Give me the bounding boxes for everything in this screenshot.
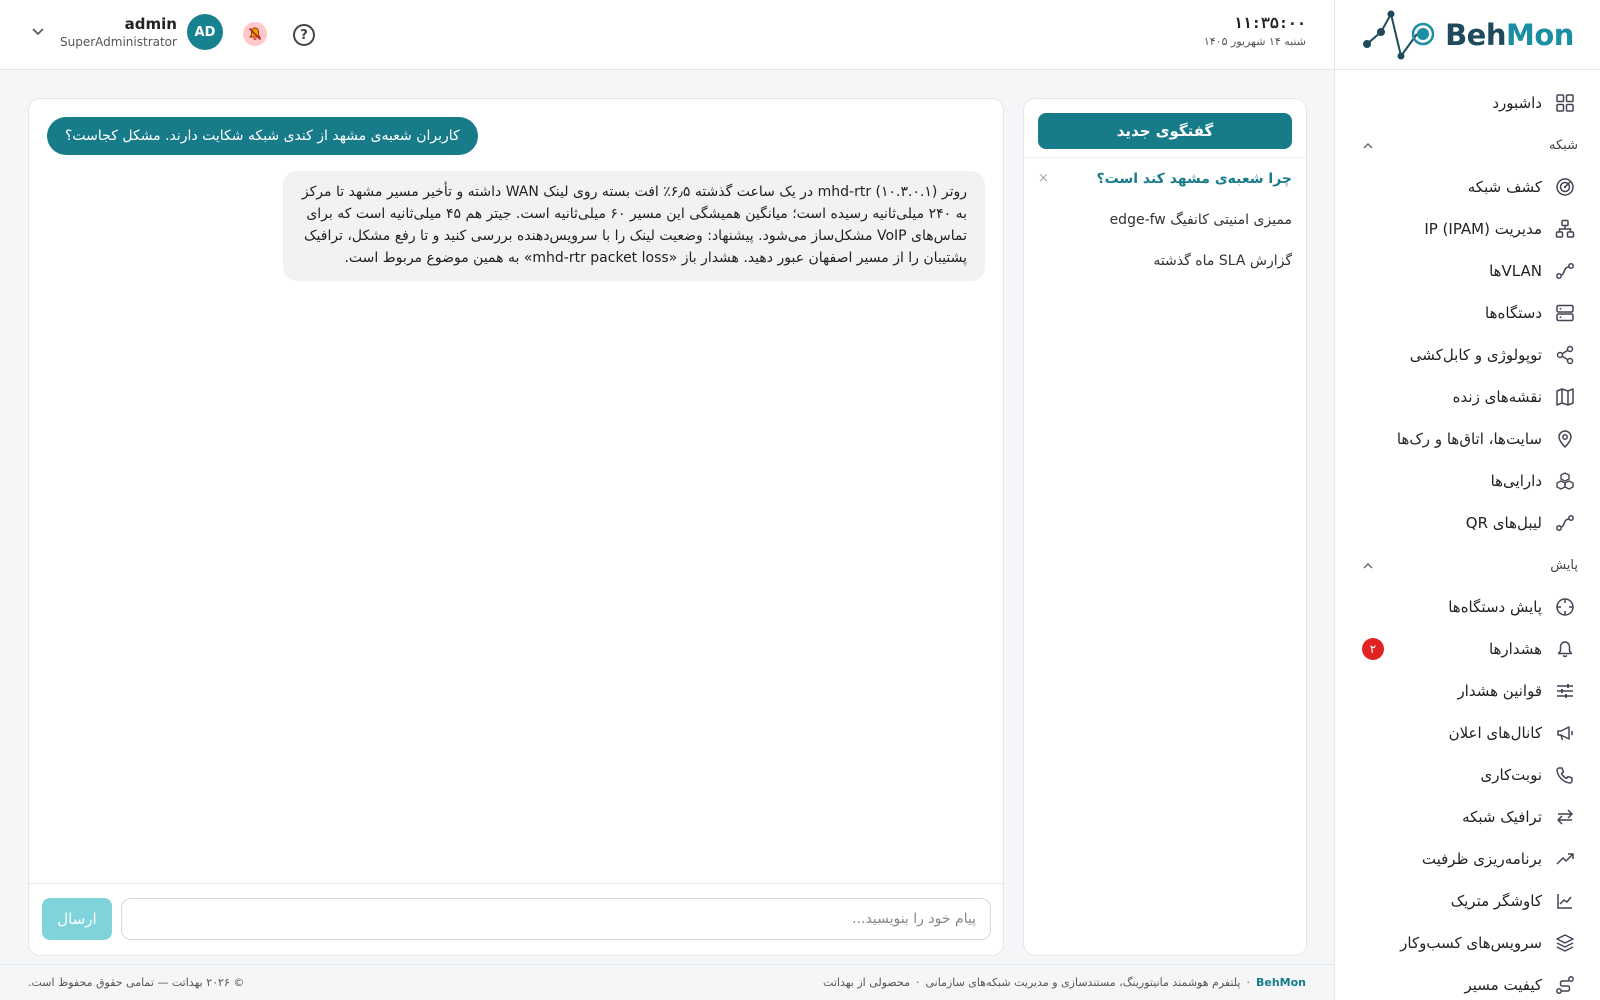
sidebar-item-label: هشدارها	[1488, 640, 1542, 658]
footer	[0, 964, 1334, 1000]
footer-tagline: پلتفرم هوشمند مانیتورینگ، مستندسازی و مدیریت شبکه‌های سازمانی	[925, 976, 1241, 989]
close-icon[interactable]: ×	[1038, 171, 1049, 186]
current-date: شنبه ۱۴ شهریور ۱۴۰۵	[1203, 35, 1306, 48]
assistant-message-bubble: روتر mhd-rtr (۱۰.۳.۰.۱) در یک ساعت گذشته ۶٫۵٪ افت بسته روی لینک WAN داشته و تأخیر مسیر مشهد تا مرکز به ۲۴۰ میلی‌ثانیه رسیده است؛ میانگین همیشگی این مسیر ۶۰ میلی‌ثانیه است. جیتر هم ۴۵ میلی‌ثانیه است که برای تماس‌های VoIP مشکل‌ساز می‌شود. پیشنهاد: وضعیت لینک را با سرویس‌دهنده بررسی کنید و تا رفع مشکل، ترافیک پشتیبان را از مسیر اصفهان عبور دهید. هشدار باز «mhd-rtr packet loss» به همین موضوع مربوط است.	[283, 171, 985, 281]
sidebar-item-topology[interactable]	[1335, 334, 1600, 376]
location-pin-icon	[1554, 428, 1576, 450]
sidebar-item-label: دارایی‌ها	[1490, 472, 1542, 490]
sidebar	[1334, 0, 1600, 1000]
sidebar-item-vlans[interactable]	[1335, 250, 1600, 292]
user-menu[interactable]	[32, 14, 223, 50]
logo-text	[1445, 18, 1574, 52]
logo-text-mon: Mon	[1506, 17, 1574, 52]
conversation-list-panel	[1023, 98, 1307, 956]
clock	[1204, 14, 1306, 48]
footer-brand[interactable]: BehMon	[1255, 976, 1306, 989]
megaphone-icon	[1554, 722, 1576, 744]
sidebar-item-sites[interactable]	[1335, 418, 1600, 460]
ipam-icon	[1554, 218, 1576, 240]
sidebar-item-alert-rules[interactable]	[1335, 670, 1600, 712]
conversation-list	[1024, 157, 1306, 281]
chevron-up-icon[interactable]	[1363, 139, 1373, 152]
vlan-icon	[1554, 260, 1576, 282]
footer-copyright: © ۲۰۲۶ بهداتت — تمامی حقوق محفوظ است.	[28, 976, 245, 989]
sidebar-section-network[interactable]	[1335, 124, 1600, 166]
message-input[interactable]	[121, 898, 991, 940]
sidebar-item-network-traffic[interactable]	[1335, 796, 1600, 838]
sidebar-item-label: پایش دستگاه‌ها	[1448, 598, 1542, 616]
sidebar-item-label: کانال‌های اعلان	[1448, 724, 1542, 742]
radar-icon	[1554, 176, 1576, 198]
sidebar-item-devices[interactable]	[1335, 292, 1600, 334]
conversation-title: گزارش SLA ماه گذشته	[1153, 252, 1292, 269]
sidebar-item-label: دستگاه‌ها	[1485, 304, 1542, 322]
sidebar-item-notification-channels[interactable]	[1335, 712, 1600, 754]
current-time: ۱۱:۳۵:۰۰	[1233, 14, 1306, 32]
notifications-muted-icon[interactable]	[243, 22, 267, 46]
sidebar-item-device-monitoring[interactable]	[1335, 586, 1600, 628]
message-composer	[29, 883, 1003, 955]
sidebar-item-capacity-planning[interactable]	[1335, 838, 1600, 880]
sidebar-item-on-call[interactable]	[1335, 754, 1600, 796]
sidebar-item-label: لیبل‌های QR	[1465, 514, 1542, 532]
sidebar-item-ipam[interactable]	[1335, 208, 1600, 250]
footer-separator: ·	[915, 976, 920, 989]
conversation-title: چرا شعبه‌ی مشهد کند است؟	[1096, 170, 1292, 187]
sidebar-item-label: کیفیت مسیر	[1464, 976, 1542, 994]
send-button[interactable]: ارسال	[42, 898, 112, 940]
section-title: پایش	[1550, 557, 1578, 573]
sidebar-item-alerts[interactable]	[1335, 628, 1600, 670]
grid-icon	[1554, 92, 1576, 114]
avatar[interactable]: AD	[187, 14, 223, 50]
logo-mark-icon	[1361, 10, 1437, 60]
arrows-swap-icon	[1554, 806, 1576, 828]
chat-panel	[28, 98, 1004, 956]
logo-text-beh: Beh	[1445, 17, 1506, 52]
user-message-bubble: کاربران شعبه‌ی مشهد از کندی شبکه شکایت دارند. مشکل کجاست؟	[47, 117, 478, 155]
map-icon	[1554, 386, 1576, 408]
sidebar-item-label: VLANها	[1489, 262, 1542, 280]
chevron-up-icon[interactable]	[1363, 559, 1373, 572]
sidebar-item-label: سرویس‌های کسب‌وکار	[1400, 934, 1542, 952]
sidebar-nav	[1335, 70, 1600, 1000]
sidebar-item-live-maps[interactable]	[1335, 376, 1600, 418]
user-name: admin	[124, 15, 177, 33]
chevron-down-icon[interactable]	[32, 25, 50, 39]
user-role: SuperAdministrator	[60, 35, 177, 49]
bell-icon	[1554, 638, 1576, 660]
user-info	[60, 15, 177, 49]
layers-icon	[1554, 932, 1576, 954]
sliders-icon	[1554, 680, 1576, 702]
sidebar-item-label: برنامه‌ریزی ظرفیت	[1421, 850, 1542, 868]
sidebar-section-monitoring[interactable]	[1335, 544, 1600, 586]
sidebar-item-discovery[interactable]	[1335, 166, 1600, 208]
top-bar	[0, 0, 1334, 70]
new-conversation-button[interactable]: گفتگوی جدید	[1038, 113, 1292, 149]
chart-line-icon	[1554, 890, 1576, 912]
sidebar-item-label: نقشه‌های زنده	[1452, 388, 1542, 406]
conversation-item[interactable]	[1038, 158, 1292, 199]
help-icon[interactable]: ?	[293, 24, 315, 46]
sidebar-item-label: ترافیک شبکه	[1462, 808, 1542, 826]
conversation-item[interactable]	[1038, 240, 1292, 281]
sidebar-item-dashboard[interactable]	[1335, 82, 1600, 124]
conversation-item[interactable]	[1038, 199, 1292, 240]
section-title: شبکه	[1549, 137, 1578, 153]
sidebar-item-label: مدیریت IP (IPAM)	[1424, 220, 1542, 238]
sidebar-item-qr-labels[interactable]	[1335, 502, 1600, 544]
server-icon	[1554, 302, 1576, 324]
sidebar-item-label: داشبورد	[1492, 94, 1542, 112]
sidebar-item-label: سایت‌ها، اتاق‌ها و رک‌ها	[1396, 430, 1542, 448]
qr-label-icon	[1554, 512, 1576, 534]
monitor-icon	[1554, 596, 1576, 618]
conversation-title: ممیزی امنیتی کانفیگ edge-fw	[1109, 211, 1292, 228]
sidebar-item-label: کاوشگر متریک	[1450, 892, 1542, 910]
sidebar-item-path-quality[interactable]	[1335, 964, 1600, 1000]
sidebar-item-label: قوانین هشدار	[1457, 682, 1542, 700]
sidebar-item-label: کشف شبکه	[1467, 178, 1542, 196]
route-icon	[1554, 974, 1576, 996]
sidebar-item-metric-explorer[interactable]	[1335, 880, 1600, 922]
alerts-count-badge: ۲	[1362, 638, 1384, 660]
trend-icon	[1554, 848, 1576, 870]
assets-icon	[1554, 470, 1576, 492]
footer-info	[823, 976, 1306, 989]
footer-separator: ·	[1246, 976, 1250, 989]
sidebar-item-business-services[interactable]	[1335, 922, 1600, 964]
sidebar-item-label: نوبت‌کاری	[1480, 766, 1542, 784]
sidebar-item-assets[interactable]	[1335, 460, 1600, 502]
logo[interactable]	[1335, 0, 1600, 70]
footer-product-of: محصولی از بهداتت	[823, 976, 910, 989]
sidebar-item-label: توپولوژی و کابل‌کشی	[1409, 346, 1542, 364]
phone-icon	[1554, 764, 1576, 786]
share-icon	[1554, 344, 1576, 366]
